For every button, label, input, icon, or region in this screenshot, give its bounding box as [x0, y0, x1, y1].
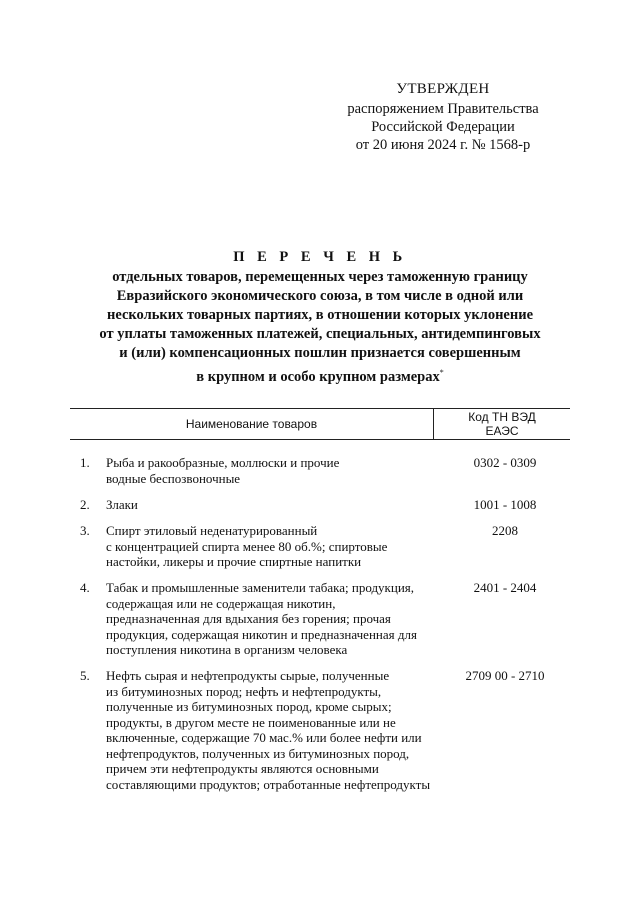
approval-line-3: от 20 июня 2024 г. № 1568-р — [355, 137, 531, 153]
subtitle-line: и (или) компенсационных пошлин признается совершенным — [119, 345, 521, 361]
row-name — [106, 523, 432, 570]
footnote-mark: * — [439, 368, 444, 377]
row-name-line: предназначенная для вдыхания без горения; прочая — [106, 611, 391, 626]
row-code: 0302 - 0309 — [473, 455, 537, 470]
row-name-line: Табак и промышленные заменители табака; продукция, — [106, 580, 415, 595]
row-number: 5. — [80, 668, 90, 683]
row-code: 1001 - 1008 — [473, 497, 537, 512]
column-header-name: Наименование товаров — [185, 417, 318, 431]
row-name-line: Злаки — [106, 497, 138, 512]
row-code: 2709 00 - 2710 — [465, 668, 545, 683]
subtitle-line: нескольких товарных партиях, в отношении которых уклонение — [106, 307, 534, 323]
row-name-line: продукты, в другом месте не поименованные или не — [106, 714, 396, 730]
row-code: 2208 — [492, 523, 518, 538]
subtitle-line — [70, 363, 570, 387]
column-header-code-line-2: ЕАЭС — [485, 424, 519, 438]
document-subtitle — [70, 268, 570, 387]
row-name — [106, 497, 432, 513]
row-name-line: из битуминозных пород; нефть и нефтепродукты, — [106, 683, 382, 699]
row-name-line: нефтепродуктов, полученных из битуминозных пород, — [106, 745, 410, 761]
row-code: 2401 - 2404 — [473, 580, 537, 595]
row-name-line: Нефть сырая и нефтепродукты сырые, полученные — [106, 668, 390, 683]
row-number: 1. — [80, 455, 90, 470]
table-top-border — [70, 408, 570, 409]
row-name-line: поступления никотина в организм человека — [106, 642, 348, 657]
column-header-code — [434, 410, 570, 438]
row-name — [106, 455, 432, 486]
document-title: П Е Р Е Ч Е Н Ь — [233, 249, 407, 265]
row-name-line: с концентрацией спирта менее 80 об.%; спиртовые — [106, 538, 388, 554]
approval-line-2: Российской Федерации — [371, 119, 515, 135]
row-name-line: включенные, содержащие 70 мас.% или более нефти или — [106, 730, 422, 745]
row-name-line: содержащая или не содержащая никотин, — [106, 595, 336, 611]
row-name-line: продукция, содержащая никотин и предназначенная для — [106, 626, 417, 642]
subtitle-line: отдельных товаров, перемещенных через таможенную границу — [112, 269, 528, 285]
subtitle-line: Евразийского экономического союза, в том числе в одной или — [116, 288, 524, 304]
column-header-code-line-1: Код ТН ВЭД — [468, 410, 536, 424]
row-name-line: составляющими продуктов; отработанные нефтепродукты — [106, 776, 431, 792]
table-header-border — [70, 439, 570, 440]
row-name-line: полученные из битуминозных пород, кроме сырых; — [106, 699, 392, 714]
approval-heading: УТВЕРЖДЕН — [396, 81, 490, 97]
subtitle-line: от уплаты таможенных платежей, специальных, антидемпинговых — [99, 326, 541, 342]
row-number: 2. — [80, 497, 90, 512]
row-name-line: причем эти нефтепродукты являются основными — [106, 761, 379, 776]
row-name-line: водные беспозвоночные — [106, 470, 241, 486]
row-name — [106, 580, 432, 658]
row-number: 3. — [80, 523, 90, 538]
row-name — [106, 668, 432, 792]
approval-block — [340, 80, 546, 154]
row-number: 4. — [80, 580, 90, 595]
row-name-line: Спирт этиловый неденатурированный — [106, 523, 318, 538]
approval-line-1: распоряжением Правительства — [347, 101, 539, 117]
row-name-line: Рыба и ракообразные, моллюски и прочие — [106, 455, 340, 470]
subtitle-last-text: в крупном и особо крупном размерах — [196, 369, 440, 385]
row-name-line: настойки, ликеры и прочие спиртные напитки — [106, 554, 362, 569]
